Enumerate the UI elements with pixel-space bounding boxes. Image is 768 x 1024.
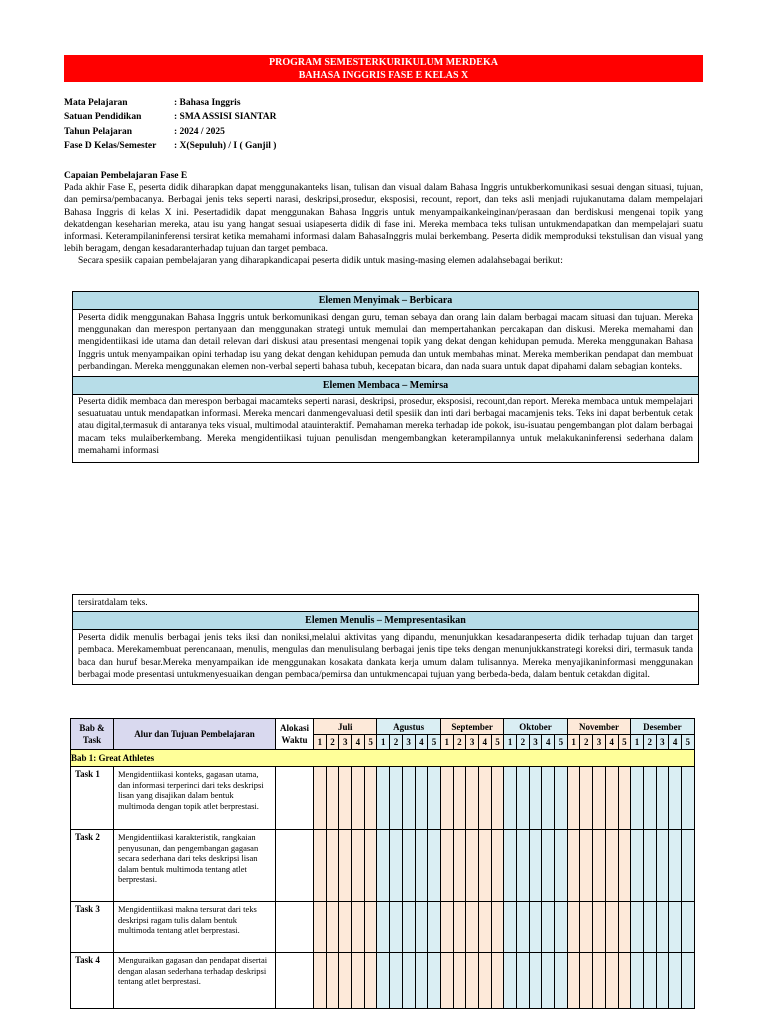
schedule-cell bbox=[478, 830, 491, 902]
week-number: 3 bbox=[529, 735, 542, 750]
title-line-1: PROGRAM SEMESTERKURIKULUM MERDEKA bbox=[269, 57, 498, 68]
schedule-cell bbox=[415, 767, 428, 830]
schedule-cell bbox=[529, 767, 542, 830]
schedule-cell bbox=[377, 953, 390, 1009]
schedule-cell bbox=[402, 830, 415, 902]
schedule-cell bbox=[440, 830, 453, 902]
schedule-cell bbox=[504, 830, 517, 902]
schedule-cell bbox=[618, 953, 631, 1009]
schedule-cell bbox=[352, 830, 365, 902]
schedule-cell bbox=[618, 767, 631, 830]
meta-value: : SMA ASSISI SIANTAR bbox=[174, 112, 277, 123]
schedule-cell bbox=[555, 767, 568, 830]
schedule-cell bbox=[656, 767, 669, 830]
schedule-cell bbox=[339, 830, 352, 902]
week-number: 5 bbox=[681, 735, 694, 750]
schedule-cell bbox=[643, 830, 656, 902]
schedule-cell bbox=[605, 830, 618, 902]
task-name: Task 3 bbox=[71, 902, 114, 953]
week-number: 2 bbox=[517, 735, 530, 750]
schedule-cell bbox=[555, 902, 568, 953]
schedule-cell bbox=[580, 767, 593, 830]
identity-block bbox=[64, 98, 277, 155]
alokasi-cell bbox=[276, 830, 314, 902]
schedule-cell bbox=[567, 830, 580, 902]
schedule-cell bbox=[415, 830, 428, 902]
schedule-cell bbox=[314, 902, 327, 953]
schedule-cell bbox=[593, 830, 606, 902]
week-number: 3 bbox=[466, 735, 479, 750]
schedule-cell bbox=[352, 902, 365, 953]
schedule-cell bbox=[428, 953, 441, 1009]
week-number: 5 bbox=[428, 735, 441, 750]
schedule-cell bbox=[314, 830, 327, 902]
week-number: 1 bbox=[440, 735, 453, 750]
week-number: 4 bbox=[605, 735, 618, 750]
menulis-text: Peserta didik menulis berbagai jenis teks iksi dan noniksi,melalui aktivitas yang dipandu, menunjukkan kesadaranpeserta didik terhadap tujuan dan target pembaca. Merekamembuat perencanaan, menulis, mengulas dan menulisulang berbagai jenis tipe teks dengan menunjukkanstrategi koreksi diri, termasuk tanda baca dan huruf besar.Mereka menyampaikan ide menggunakan kosakata dankata kerja umum dalam tulisannya. Mereka menyajikaninformasi menggunakan berbagai mode presentasi untukmenyesuaikan dengan pembaca/pemirsa dan untukmencapai tujuan yang berbeda-beda, dalam bentuk cetakdan digital. bbox=[78, 633, 693, 680]
schedule-cell bbox=[504, 767, 517, 830]
schedule-cell bbox=[491, 953, 504, 1009]
schedule-cell bbox=[326, 902, 339, 953]
schedule-cell bbox=[517, 767, 530, 830]
schedule-cell bbox=[504, 902, 517, 953]
schedule-cell bbox=[326, 953, 339, 1009]
week-number: 1 bbox=[631, 735, 644, 750]
schedule-cell bbox=[618, 830, 631, 902]
schedule-cell bbox=[390, 953, 403, 1009]
schedule-cell bbox=[593, 953, 606, 1009]
schedule-cell bbox=[478, 767, 491, 830]
title-line-2: BAHASA INGGRIS FASE E KELAS X bbox=[298, 70, 469, 81]
schedule-cell bbox=[453, 767, 466, 830]
week-number: 3 bbox=[402, 735, 415, 750]
meta-key: Satuan Pendidikan bbox=[64, 112, 142, 123]
task-row bbox=[71, 767, 695, 830]
week-number: 4 bbox=[542, 735, 555, 750]
schedule-cell bbox=[377, 767, 390, 830]
schedule-cell bbox=[542, 953, 555, 1009]
schedule-cell bbox=[656, 902, 669, 953]
schedule-cell bbox=[402, 767, 415, 830]
schedule-cell bbox=[681, 953, 694, 1009]
schedule-cell bbox=[314, 767, 327, 830]
program-semester-table bbox=[70, 718, 695, 1009]
week-number: 5 bbox=[364, 735, 377, 750]
schedule-cell bbox=[517, 830, 530, 902]
schedule-cell bbox=[491, 830, 504, 902]
schedule-cell bbox=[364, 953, 377, 1009]
week-number: 2 bbox=[643, 735, 656, 750]
week-number: 1 bbox=[377, 735, 390, 750]
task-description: Mengidentiikasi konteks, gagasan utama, dan informasi terperinci dari teks deskripsi lisan yang disajikan dalam bentuk multimoda dengan topik atlet berprestasi. bbox=[114, 767, 276, 830]
month-header: Desember bbox=[631, 719, 694, 735]
bab-title: Bab 1: Great Athletes bbox=[71, 750, 695, 767]
meta-value: : X(Sepuluh) / I ( Ganjil ) bbox=[174, 140, 277, 151]
schedule-cell bbox=[339, 902, 352, 953]
week-number: 4 bbox=[415, 735, 428, 750]
week-number: 4 bbox=[352, 735, 365, 750]
week-number: 2 bbox=[326, 735, 339, 750]
schedule-cell bbox=[440, 953, 453, 1009]
menulis-header: Elemen Menulis – Mempresentasikan bbox=[73, 612, 698, 630]
schedule-cell bbox=[402, 953, 415, 1009]
schedule-cell bbox=[453, 830, 466, 902]
schedule-cell bbox=[326, 767, 339, 830]
meta-row bbox=[64, 98, 277, 112]
schedule-cell bbox=[466, 953, 479, 1009]
schedule-cell bbox=[669, 830, 682, 902]
month-header: Agustus bbox=[377, 719, 440, 735]
week-number: 4 bbox=[669, 735, 682, 750]
schedule-cell bbox=[428, 767, 441, 830]
alokasi-cell bbox=[276, 902, 314, 953]
task-description: Mengidentiikasi karakteristik, rangkaian penyusunan, dan pengembangan gagasan secara sederhana dari teks deskripsi lisan dalam bentuk multimoda tentang atlet berprestasi. bbox=[114, 830, 276, 902]
schedule-cell bbox=[593, 902, 606, 953]
month-header: Oktober bbox=[504, 719, 567, 735]
schedule-cell bbox=[466, 830, 479, 902]
capaian-section bbox=[64, 170, 703, 268]
month-header: September bbox=[440, 719, 503, 735]
schedule-cell bbox=[542, 830, 555, 902]
schedule-cell bbox=[643, 902, 656, 953]
task-description: Mengidentiikasi makna tersurat dari teks deskripsi ragam tulis dalam bentuk multimoda tentang atlet berprestasi. bbox=[114, 902, 276, 953]
schedule-cell bbox=[631, 902, 644, 953]
schedule-cell bbox=[390, 902, 403, 953]
week-number: 5 bbox=[491, 735, 504, 750]
schedule-cell bbox=[402, 902, 415, 953]
meta-key: Tahun Pelajaran bbox=[64, 126, 133, 137]
schedule-cell bbox=[428, 902, 441, 953]
schedule-cell bbox=[428, 830, 441, 902]
schedule-cell bbox=[643, 767, 656, 830]
alokasi-cell bbox=[276, 953, 314, 1009]
schedule-cell bbox=[567, 953, 580, 1009]
month-header: Juli bbox=[314, 719, 377, 735]
schedule-cell bbox=[364, 902, 377, 953]
meta-value: : Bahasa Inggris bbox=[174, 98, 241, 108]
schedule-cell bbox=[339, 953, 352, 1009]
meta-row bbox=[64, 112, 277, 126]
schedule-cell bbox=[580, 953, 593, 1009]
schedule-cell bbox=[466, 902, 479, 953]
menyimak-header: Elemen Menyimak – Berbicara bbox=[73, 292, 698, 310]
meta-key: Fase D Kelas/Semester bbox=[64, 140, 157, 151]
week-number: 4 bbox=[478, 735, 491, 750]
schedule-cell bbox=[643, 953, 656, 1009]
schedule-cell bbox=[669, 902, 682, 953]
elements-box-1 bbox=[72, 291, 699, 463]
schedule-cell bbox=[466, 767, 479, 830]
schedule-cell bbox=[631, 830, 644, 902]
schedule-cell bbox=[681, 902, 694, 953]
schedule-cell bbox=[555, 953, 568, 1009]
schedule-cell bbox=[377, 830, 390, 902]
task-name: Task 4 bbox=[71, 953, 114, 1009]
schedule-cell bbox=[669, 767, 682, 830]
schedule-cell bbox=[491, 767, 504, 830]
schedule-cell bbox=[580, 830, 593, 902]
capaian-title: Capaian Pembelajaran Fase E bbox=[64, 171, 188, 181]
task-description: Menguraikan gagasan dan pendapat disertai dengan alasan sederhana terhadap deskripsi tentang atlet berprestasi. bbox=[114, 953, 276, 1009]
schedule-cell bbox=[415, 902, 428, 953]
schedule-cell bbox=[593, 767, 606, 830]
week-number: 1 bbox=[504, 735, 517, 750]
elements-box-2 bbox=[72, 594, 699, 685]
bab-row bbox=[71, 750, 695, 767]
schedule-cell bbox=[504, 953, 517, 1009]
schedule-cell bbox=[390, 830, 403, 902]
schedule-cell bbox=[681, 830, 694, 902]
schedule-cell bbox=[314, 953, 327, 1009]
document-title-banner bbox=[64, 55, 703, 82]
month-header: November bbox=[567, 719, 630, 735]
week-number: 3 bbox=[339, 735, 352, 750]
capaian-intro: Secara spesiik capaian pembelajaran yang diharapkandicapai peserta didik untuk masing-masing elemen adalahsebagai berikut: bbox=[78, 256, 563, 267]
col-bab-header: Bab & Task bbox=[71, 719, 114, 750]
week-number: 2 bbox=[390, 735, 403, 750]
meta-key: Mata Pelajaran bbox=[64, 98, 128, 108]
schedule-cell bbox=[605, 902, 618, 953]
schedule-cell bbox=[618, 902, 631, 953]
task-name: Task 1 bbox=[71, 767, 114, 830]
schedule-cell bbox=[631, 953, 644, 1009]
schedule-cell bbox=[542, 767, 555, 830]
schedule-cell bbox=[364, 767, 377, 830]
week-number: 2 bbox=[580, 735, 593, 750]
schedule-cell bbox=[364, 830, 377, 902]
schedule-cell bbox=[529, 902, 542, 953]
week-number: 5 bbox=[618, 735, 631, 750]
schedule-cell bbox=[491, 902, 504, 953]
task-row bbox=[71, 953, 695, 1009]
membaca-header: Elemen Membaca – Memirsa bbox=[73, 377, 698, 395]
membaca-continued: tersiratdalam teks. bbox=[73, 595, 698, 612]
task-name: Task 2 bbox=[71, 830, 114, 902]
schedule-cell bbox=[580, 902, 593, 953]
schedule-cell bbox=[567, 902, 580, 953]
schedule-cell bbox=[517, 953, 530, 1009]
membaca-text: Peserta didik membaca dan merespon berbagai macamteks seperti narasi, deskripsi, prosedur, eksposisi, recount,dan report. Mereka membaca untuk mempelajari sesuatuatau untuk mendapatkan informasi. Mereka mencari danmengevaluasi detil spesiik dan inti dari berbagai macamjenis teks. Teks ini dapat berbentuk cetak atau digital,termasuk di antaranya teks visual, multimodal atauinteraktif. Pemahaman mereka terhadap ide pokok, isu-isuatau pengembangan plot dalam berbagai macam teks mulaiberkembang. Mereka mengidentiikasi tujuan penulisdan mengembangkan keterampilannya untuk melakukaninferensi sederhana dalam memahami informasi bbox=[78, 397, 693, 456]
schedule-cell bbox=[529, 830, 542, 902]
week-number: 2 bbox=[453, 735, 466, 750]
week-number: 5 bbox=[555, 735, 568, 750]
schedule-cell bbox=[681, 767, 694, 830]
week-number: 3 bbox=[656, 735, 669, 750]
schedule-cell bbox=[478, 902, 491, 953]
schedule-cell bbox=[656, 953, 669, 1009]
schedule-cell bbox=[453, 953, 466, 1009]
schedule-cell bbox=[352, 767, 365, 830]
col-alokasi-header: Alokasi Waktu bbox=[276, 719, 314, 750]
meta-row bbox=[64, 127, 277, 141]
alokasi-cell bbox=[276, 767, 314, 830]
schedule-cell bbox=[352, 953, 365, 1009]
schedule-cell bbox=[377, 902, 390, 953]
schedule-cell bbox=[478, 953, 491, 1009]
schedule-cell bbox=[542, 902, 555, 953]
schedule-cell bbox=[605, 953, 618, 1009]
schedule-cell bbox=[631, 767, 644, 830]
meta-value: : 2024 / 2025 bbox=[174, 126, 225, 137]
schedule-cell bbox=[415, 953, 428, 1009]
capaian-text: Pada akhir Fase E, peserta didik diharapkan dapat menggunakanteks lisan, tulisan dan visual dalam Bahasa Inggris untukberkomunikasi sesuai dengan situasi, tujuan, dan pemirsa/pembacanya. Berbagai jenis teks seperti narasi, deskripsi,prosedur, eksposisi, recount, report, dan teks asli menjadi rujukanutama dalam mempelajari Bahasa Inggris di kelas X ini. Pesertadidik dapat menggunakan Bahasa Inggris untuk menyampaikankeinginan/perasaan dan berdiskusi mengenai topik yang dekatdengan keseharian mereka, atau isu yang hangat sesuai usiapeserta didik di fase ini. Mereka membaca teks tulisan untukmendapatkan dan mempelajari suatu informasi. Keterampilaninferensi tersirat ketika memahami informasi dalam BahasaInggris mulai berkembang. Peserta didik memproduksi tekstulisan dan visual yang lebih beragam, dengan kesadaranterhadap tujuan dan target pembaca. bbox=[64, 183, 703, 255]
schedule-cell bbox=[605, 767, 618, 830]
schedule-cell bbox=[656, 830, 669, 902]
week-number: 1 bbox=[567, 735, 580, 750]
schedule-cell bbox=[669, 953, 682, 1009]
schedule-cell bbox=[453, 902, 466, 953]
schedule-cell bbox=[339, 767, 352, 830]
menyimak-text: Peserta didik menggunakan Bahasa Inggris untuk berkomunikasi dengan guru, teman sebaya dan orang lain dalam berbagai macam situasi dan tujuan. Mereka menggunakan dan merespon pertanyaan dan menggunakan strategi untuk memulai dan mempertahankan percakapan dan diskusi. Mereka memahami dan mengidentiikasi ide utama dan detail relevan dari diskusi atau presentasi mengenai topik yang dekat dengan kehidupan pemuda. Mereka menggunakan Bahasa Inggris untuk menyampaikan opini terhadap isu yang dekat dengan kehidupan pemuda dan untuk membahas minat. Mereka memberikan pendapat dan membuat perbandingan. Mereka menggunakan elemen non-verbal seperti bahasa tubuh, kecepatan bicara, dan nada suara untuk dapat dipahami dalam sebagian konteks. bbox=[73, 310, 698, 377]
schedule-cell bbox=[326, 830, 339, 902]
schedule-cell bbox=[567, 767, 580, 830]
week-number: 3 bbox=[593, 735, 606, 750]
schedule-cell bbox=[440, 767, 453, 830]
task-row bbox=[71, 830, 695, 902]
schedule-cell bbox=[517, 902, 530, 953]
schedule-cell bbox=[529, 953, 542, 1009]
meta-row bbox=[64, 141, 277, 155]
col-alur-header: Alur dan Tujuan Pembelajaran bbox=[114, 719, 276, 750]
schedule-cell bbox=[390, 767, 403, 830]
week-number: 1 bbox=[314, 735, 327, 750]
schedule-cell bbox=[440, 902, 453, 953]
schedule-cell bbox=[555, 830, 568, 902]
task-row bbox=[71, 902, 695, 953]
